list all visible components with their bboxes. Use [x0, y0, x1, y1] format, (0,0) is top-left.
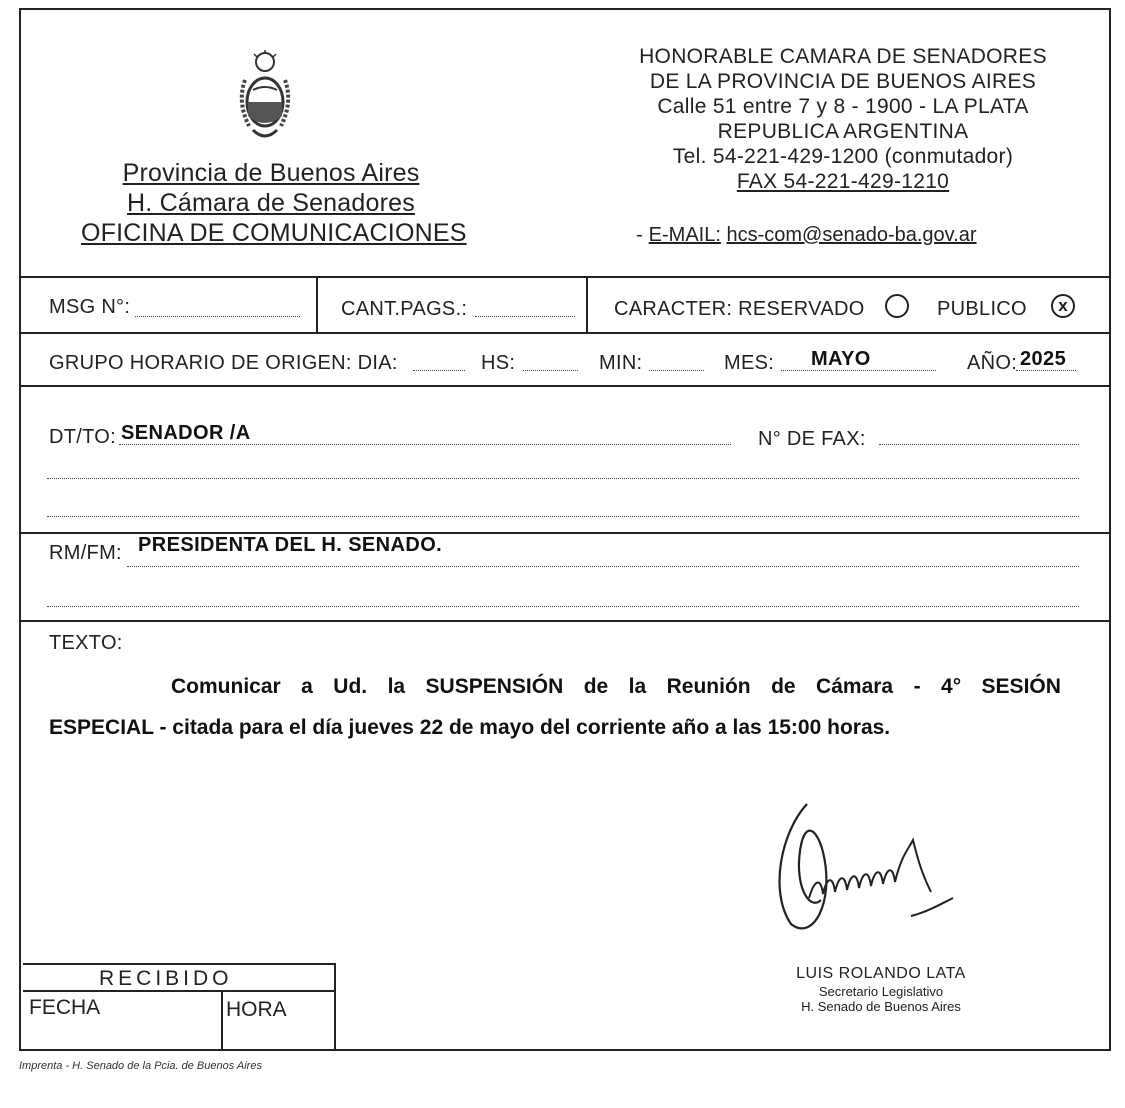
mes-label: MES:: [724, 352, 775, 374]
header-address: Calle 51 entre 7 y 8 - 1900 - LA PLATA: [657, 95, 1029, 118]
header-fax: FAX 54-221-429-1210: [736, 170, 950, 193]
min-label: MIN:: [599, 352, 643, 374]
hs-label: HS:: [481, 352, 516, 374]
divider: [21, 620, 1109, 622]
anio-label: AÑO:: [967, 352, 1018, 374]
texto-word: a: [301, 675, 313, 698]
divider: [21, 276, 1109, 278]
header-office: OFICINA DE COMUNICACIONES: [81, 219, 467, 247]
divider: [21, 385, 1109, 387]
header-tel: Tel. 54-221-429-1200 (conmutador): [672, 145, 1014, 168]
caracter-label: CARACTER: RESERVADO: [614, 298, 865, 320]
hs-field[interactable]: [523, 370, 578, 371]
header-institution: HONORABLE CAMARA DE SENADORES: [639, 45, 1047, 68]
fax-number-label: N° DE FAX:: [758, 428, 866, 450]
dtto-label: DT/TO:: [49, 426, 116, 448]
msg-number-label: MSG N°:: [49, 296, 131, 318]
texto-word: 4°: [941, 675, 962, 698]
header-left: [81, 158, 467, 248]
texto-word: de: [583, 675, 609, 698]
signature-image: [761, 792, 971, 942]
texto-label: TEXTO:: [49, 632, 123, 654]
signatory-block: [751, 965, 1011, 1014]
texto-word: la: [628, 675, 647, 698]
rmfm-extra-line[interactable]: [47, 606, 1079, 607]
divider: [221, 990, 223, 1051]
header-email[interactable]: hcs-com@senado-ba.gov.ar: [726, 224, 977, 246]
divider: [316, 276, 318, 332]
divider: [586, 276, 588, 332]
dtto-value: SENADOR /A: [121, 422, 251, 444]
texto-word: Ud.: [333, 675, 368, 698]
dtto-extra-line[interactable]: [47, 478, 1079, 479]
texto-word: SUSPENSIÓN: [425, 675, 564, 698]
publico-radio[interactable]: x: [1051, 294, 1075, 318]
dia-field[interactable]: [413, 370, 465, 371]
recibido-fecha-label: FECHA: [29, 996, 101, 1019]
texto-word: SESIÓN: [981, 675, 1061, 698]
header-country: REPUBLICA ARGENTINA: [717, 120, 969, 143]
texto-word: Comunicar: [171, 675, 281, 698]
signatory-title: Secretario Legislativo: [818, 984, 944, 999]
texto-word: de: [771, 675, 796, 698]
texto-word: -: [913, 675, 921, 698]
communication-form: [19, 8, 1111, 1051]
msg-number-field[interactable]: [135, 316, 300, 317]
printer-footnote: Imprenta - H. Senado de la Pcia. de Buenos Aires: [19, 1060, 262, 1072]
texto-word: la: [387, 675, 406, 698]
signatory-org: H. Senado de Buenos Aires: [801, 999, 961, 1014]
header-email-label: E-MAIL:: [648, 224, 721, 246]
rmfm-value: PRESIDENTA DEL H. SENADO.: [138, 534, 443, 556]
texto-word: Reunión: [666, 675, 751, 698]
min-field[interactable]: [649, 370, 704, 371]
texto-word: Cámara: [816, 675, 894, 698]
coat-of-arms-icon: [235, 50, 295, 146]
mes-value: MAYO: [811, 348, 871, 370]
rmfm-field[interactable]: [127, 566, 1079, 567]
signatory-name: LUIS ROLANDO LATA: [796, 965, 966, 982]
anio-value: 2025: [1020, 348, 1067, 370]
header-email-row: - E-MAIL: hcs-com@senado-ba.gov.ar: [636, 224, 977, 246]
header-chamber: H. Cámara de Senadores: [127, 189, 415, 217]
header-right: [593, 44, 1093, 194]
dtto-field[interactable]: [119, 444, 731, 445]
recibido-hora-label: HORA: [226, 998, 287, 1021]
fax-number-field[interactable]: [879, 444, 1079, 445]
page-count-field[interactable]: [475, 316, 575, 317]
header-province: Provincia de Buenos Aires: [122, 159, 420, 187]
texto-line-1: [171, 667, 1061, 707]
dtto-extra-line[interactable]: [47, 516, 1079, 517]
header-institution-province: DE LA PROVINCIA DE BUENOS AIRES: [649, 70, 1037, 93]
page-count-label: CANT.PAGS.:: [341, 298, 468, 320]
texto-line-2: ESPECIAL - citada para el día jueves 22 de mayo del corriente año a las 15:00 horas.: [49, 716, 891, 739]
reservado-radio[interactable]: [885, 294, 909, 318]
publico-label: PUBLICO: [937, 298, 1027, 320]
recibido-title: RECIBIDO: [99, 967, 233, 990]
divider: [21, 332, 1109, 334]
rmfm-label: RM/FM:: [49, 542, 122, 564]
grupo-horario-label: GRUPO HORARIO DE ORIGEN: DIA:: [49, 352, 398, 374]
